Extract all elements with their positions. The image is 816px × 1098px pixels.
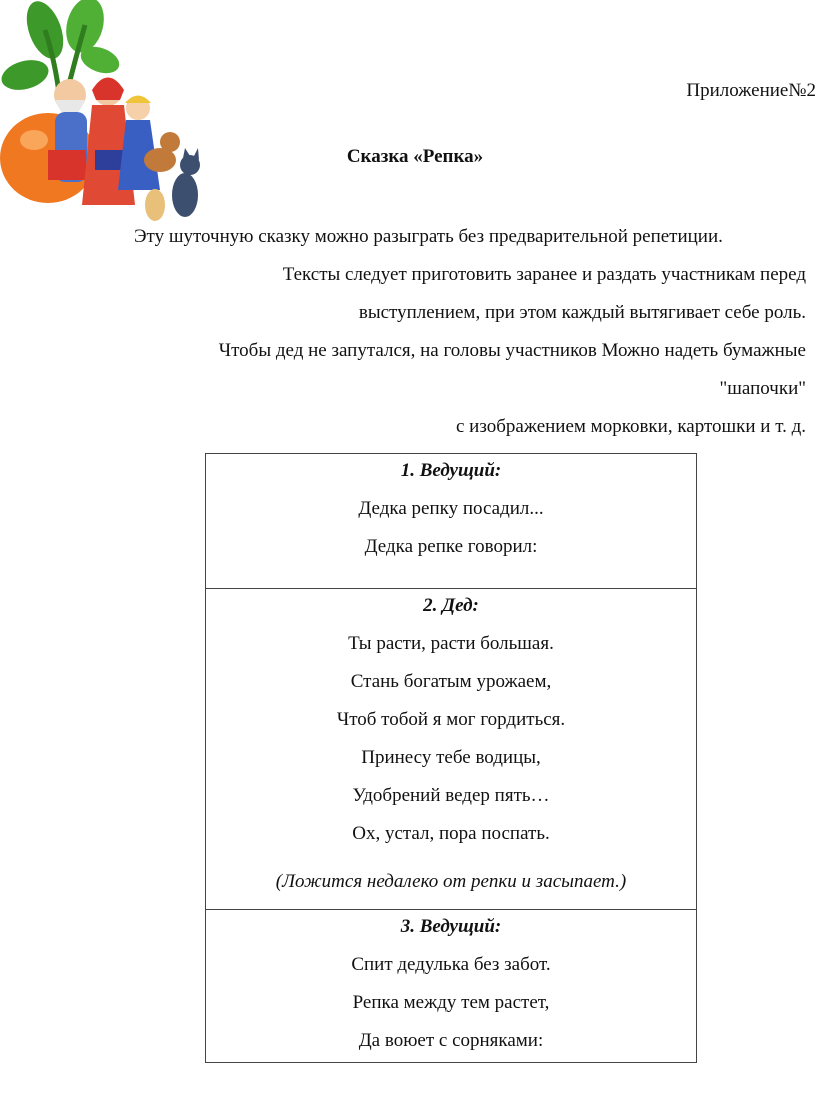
script-line: Ох, устал, пора поспать. <box>352 823 550 844</box>
script-line: Удобрений ведер пять… <box>352 785 550 806</box>
script-line: Стань богатым урожаем, <box>350 671 552 692</box>
script-table <box>205 453 697 1063</box>
intro-line: "шапочки" <box>719 378 806 399</box>
script-cell-narrator-1 <box>206 454 697 589</box>
page-title: Сказка «Репка» <box>346 146 484 167</box>
stage-direction: (Ложится недалеко от репки и засыпает.) <box>275 871 627 892</box>
script-line: Чтоб тобой я мог гордиться. <box>336 709 566 730</box>
script-line: Принесу тебе водицы, <box>361 747 541 768</box>
turnip-family-picture <box>0 0 215 232</box>
role-label: 1. Ведущий: <box>400 460 502 481</box>
intro-text <box>134 218 806 446</box>
role-label: 2. Дед: <box>423 595 479 616</box>
script-line: Дедка репке говорил: <box>364 536 538 557</box>
intro-line: Эту шуточную сказку можно разыграть без предварительной репетиции. <box>134 226 723 247</box>
intro-line: Чтобы дед не запутался, на головы участников Можно надеть бумажные <box>218 340 806 361</box>
table-row <box>206 589 697 910</box>
script-line: Ты расти, расти большая. <box>348 633 554 654</box>
turnip-illustration <box>0 0 215 232</box>
script-cell-grandpa <box>206 589 697 910</box>
appendix-label: Приложение№2 <box>686 80 816 101</box>
intro-line: с изображением морковки, картошки и т. д. <box>455 416 806 437</box>
script-line: Да воюет с сорняками: <box>358 1030 544 1051</box>
script-line: Дедка репку посадил... <box>358 498 544 519</box>
role-label: 3. Ведущий: <box>400 916 502 937</box>
intro-line: выступлением, при этом каждый вытягивает себе роль. <box>358 302 806 323</box>
table-row <box>206 454 697 589</box>
table-row <box>206 910 697 1063</box>
intro-line: Тексты следует приготовить заранее и раздать участникам перед <box>282 264 806 285</box>
script-line: Репка между тем растет, <box>352 992 550 1013</box>
script-cell-narrator-3 <box>206 910 697 1063</box>
script-line: Спит дедулька без забот. <box>351 954 551 975</box>
